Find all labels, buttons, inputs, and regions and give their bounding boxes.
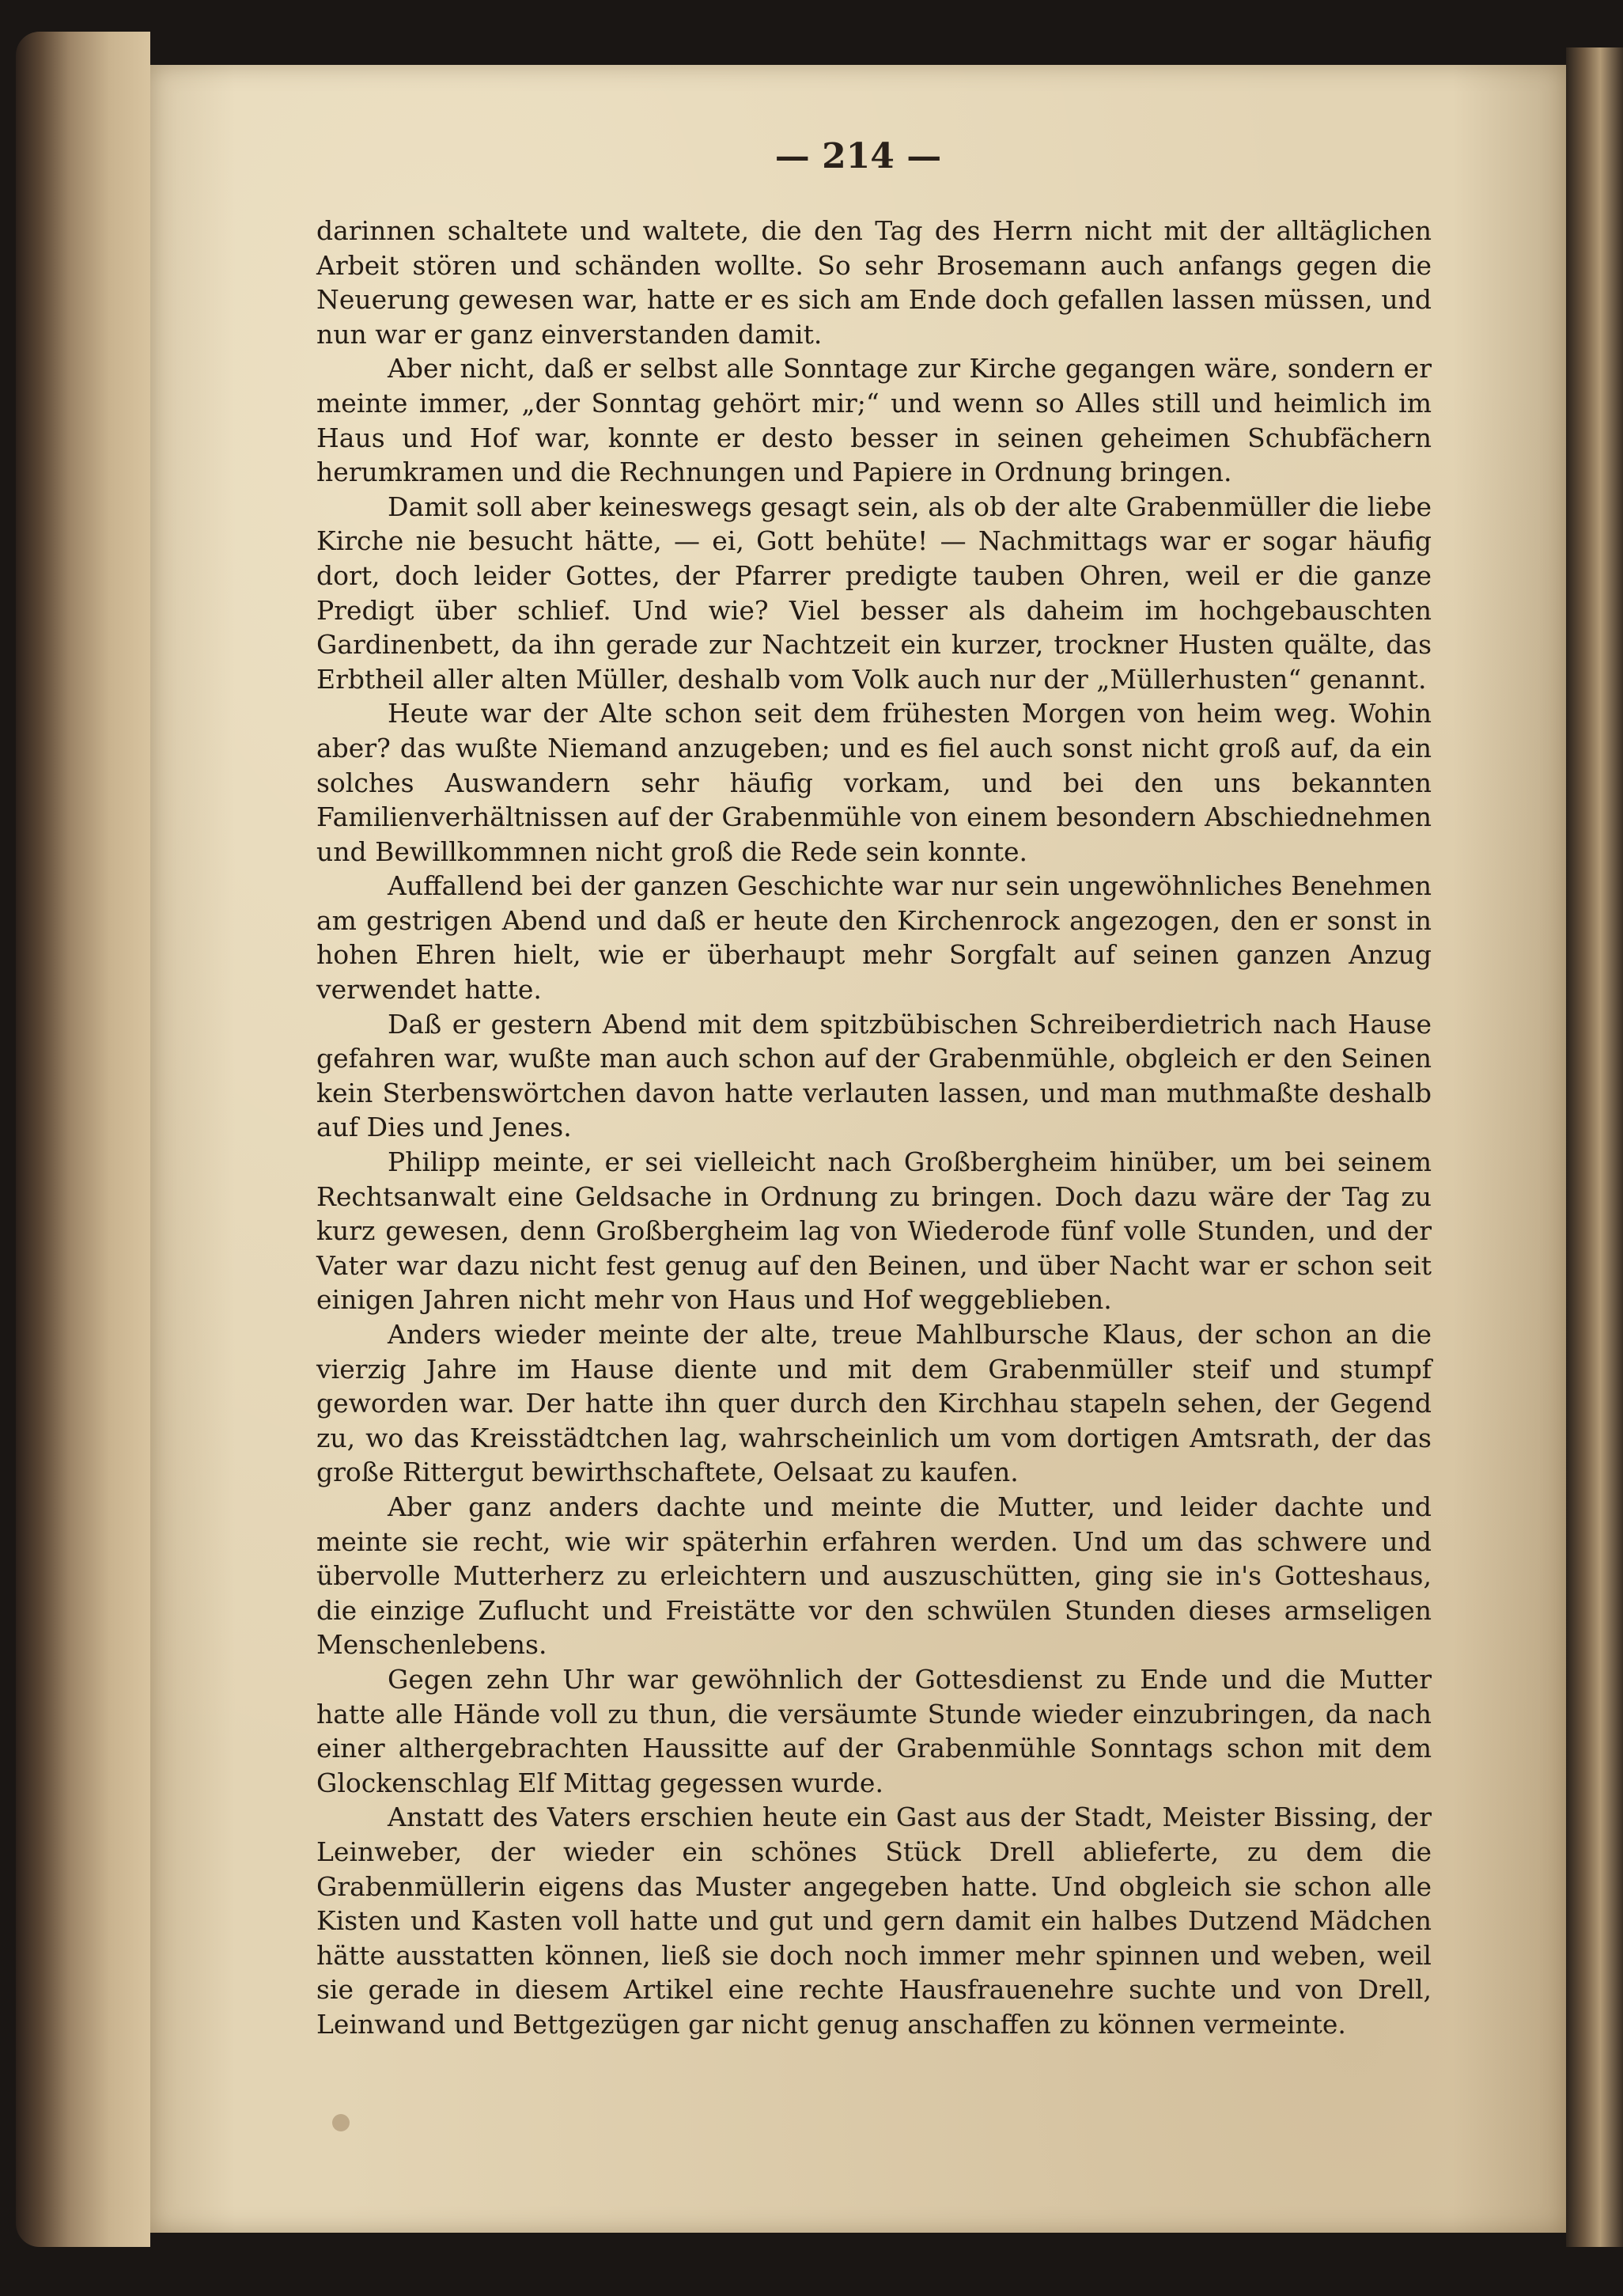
paragraph: Auffallend bei der ganzen Geschichte war nur sein ungewöhnliches Benehmen am gestrigen Abend und daß er heute den Kirchenrock angezogen, den er sonst in hohen Ehren hielt, wie er überhaupt mehr Sorgfalt auf seinen ganzen Anzug verwendet hatte. [316,870,1432,1006]
page-text [316,214,1432,2041]
book-spine-edge [16,32,150,2247]
facing-page-edge [1566,47,1623,2247]
paragraph: Aber ganz anders dachte und meinte die Mutter, und leider dachte und meinte sie recht, wie wir späterhin erfahren werden. Und um das schwere und übervolle Mutterherz zu erleichtern und auszuschütten, ging sie in's Gotteshaus, die einzige Zuflucht und Freistätte vor den schwülen Stunden dieses armseligen Menschenlebens. [316,1491,1432,1661]
paragraph: darinnen schaltete und waltete, die den Tag des Herrn nicht mit der alltäglichen Arbeit stören und schänden wollte. So sehr Brosemann auch anfangs gegen die Neuerung gewesen war, hatte er es sich am Ende doch gefallen lassen müssen, und nun war er ganz einverstanden damit. [316,215,1432,350]
paper-stain [332,2114,350,2131]
paragraph: Heute war der Alte schon seit dem frühesten Morgen von heim weg. Wohin aber? das wußte Niemand anzugeben; und es fiel auch sonst nicht groß auf, da ein solches Auswandern sehr häufig vorkam, und bei den uns bekannten Familienverhältnissen auf der Grabenmühle von einem besondern Abschiednehmen und Bewillkommnen nicht groß die Rede sein konnte. [316,698,1432,867]
paragraph: Daß er gestern Abend mit dem spitzbübischen Schreiberdietrich nach Hause gefahren war, wußte man auch schon auf der Grabenmühle, obgleich er den Seinen kein Sterbenswörtchen davon hatte verlauten lassen, und man muthmaßte deshalb auf Dies und Jenes. [316,1008,1432,1143]
paragraph: Damit soll aber keineswegs gesagt sein, als ob der alte Grabenmüller die liebe Kirche nie besucht hätte, — ei, Gott behüte! — Nachmittags war er sogar häufig dort, doch leider Gottes, der Pfarrer predigte tauben Ohren, weil er die ganze Predigt über schlief. Und wie? Viel besser als daheim im hochgebauschten Gardinenbett, da ihn gerade zur Nachtzeit ein kurzer, trockner Husten quälte, das Erbtheil aller alten Müller, deshalb vom Volk auch nur der „Müllerhusten“ genannt. [316,491,1432,695]
paragraph: Aber nicht, daß er selbst alle Sonntage zur Kirche gegangen wäre, sondern er meinte immer, „der Sonntag gehört mir;“ und wenn so Alles still und heimlich im Haus und Hof war, konnte er desto besser in seinen geheimen Schubfächern herumkramen und die Rechnungen und Papiere in Ordnung bringen. [316,353,1432,488]
page-number: — 214 — [774,136,942,176]
paragraph: Anstatt des Vaters erschien heute ein Gast aus der Stadt, Meister Bissing, der Leinweber, der wieder ein schönes Stück Drell ablieferte, zu dem die Grabenmüllerin eigens das Muster angegeben hatte. Und obgleich sie schon alle Kisten und Kasten voll hatte und gut und gern damit ein halbes Dutzend Mädchen hätte ausstatten können, ließ sie doch noch immer mehr spinnen und weben, weil sie gerade in diesem Artikel eine rechte Hausfrauenehre suchte und von Drell, Leinwand und Bettgezügen gar nicht genug anschaffen zu können vermeinte. [316,1802,1432,2040]
book-page [150,65,1566,2233]
paragraph: Anders wieder meinte der alte, treue Mahlbursche Klaus, der schon an die vierzig Jahre im Hause diente und mit dem Grabenmüller steif und stumpf geworden war. Der hatte ihn quer durch den Kirchhau stapeln sehen, der Gegend zu, wo das Kreisstädtchen lag, wahrscheinlich um vom dortigen Amtsrath, der das große Rittergut bewirthschaftete, Oelsaat zu kaufen. [316,1319,1432,1488]
paragraph: Philipp meinte, er sei vielleicht nach Großbergheim hinüber, um bei seinem Rechtsanwalt eine Geldsache in Ordnung zu bringen. Doch dazu wäre der Tag zu kurz gewesen, denn Großbergheim lag von Wiederode fünf volle Stunden, und der Vater war dazu nicht fest genug auf den Beinen, und über Nacht war er schon seit einigen Jahren nicht mehr von Haus und Hof weggeblieben. [316,1146,1432,1316]
paragraph: Gegen zehn Uhr war gewöhnlich der Gottesdienst zu Ende und die Mutter hatte alle Hände voll zu thun, die versäumte Stunde wieder einzubringen, da nach einer althergebrachten Haussitte auf der Grabenmühle Sonntags schon mit dem Glockenschlag Elf Mittag gegessen wurde. [316,1663,1432,1798]
